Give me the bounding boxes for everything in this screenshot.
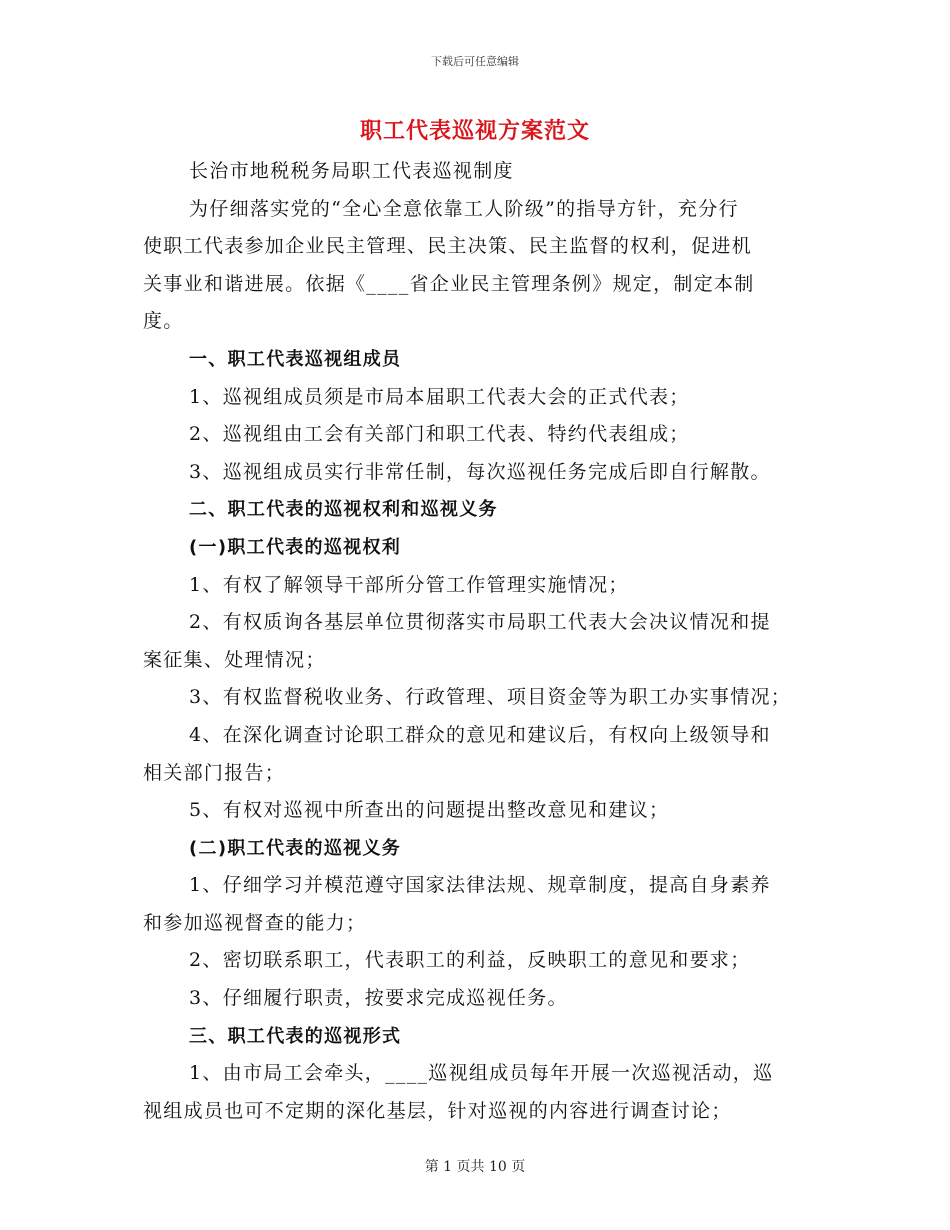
list-item: 2、巡视组由工会有关部门和职工代表、特约代表组成；	[189, 423, 690, 446]
list-item-continuation: 和参加巡视督查的能力；	[143, 911, 367, 934]
list-item: 1、有权了解领导干部所分管工作管理实施情况；	[189, 573, 629, 596]
paragraph-line: 使职工代表参加企业民主管理、民主决策、民主监督的权利，促进机	[143, 235, 753, 258]
list-item: 3、巡视组成员实行非常任制，每次巡视任务完成后即自行解散。	[189, 460, 771, 483]
subsection-heading: (二)职工代表的巡视义务	[189, 837, 402, 859]
list-item: 5、有权对巡视中所查出的问题提出整改意见和建议；	[189, 799, 670, 822]
list-item: 1、仔细学习并模范遵守国家法律法规、规章制度，提高自身素养	[189, 874, 771, 897]
subsection-heading: (一)职工代表的巡视权利	[189, 536, 402, 558]
section-heading: 三、职工代表的巡视形式	[189, 1025, 402, 1047]
paragraph-line: 长治市地税税务局职工代表巡视制度	[189, 160, 514, 182]
list-item: 3、有权监督税收业务、行政管理、项目资金等为职工办实事情况；	[189, 686, 792, 709]
list-item: 3、仔细履行职责，按要求完成巡视任务。	[189, 987, 568, 1010]
list-item: 2、有权质询各基层单位贯彻落实市局职工代表大会决议情况和提	[189, 611, 771, 634]
list-item: 1、巡视组成员须是市局本届职工代表大会的正式代表；	[189, 385, 690, 408]
list-item-continuation: 案征集、处理情况；	[143, 648, 326, 671]
paragraph-line: 为仔细落实党的“全心全意依靠工人阶级”的指导方针，充分行	[189, 197, 739, 220]
section-heading: 二、职工代表的巡视权利和巡视义务	[189, 499, 498, 521]
paragraph-line: 关事业和谐进展。依据《____省企业民主管理条例》规定，制定本制	[143, 272, 755, 295]
document-title: 职工代表巡视方案范文	[359, 118, 590, 144]
list-item-continuation: 相关部门报告；	[143, 761, 286, 784]
list-item: 2、密切联系职工，代表职工的利益，反映职工的意见和要求；	[189, 949, 751, 972]
paragraph-line: 度。	[143, 310, 184, 333]
list-item: 4、在深化调查讨论职工群众的意见和建议后，有权向上级领导和	[189, 723, 771, 746]
page-footer-number: 第 1 页共 10 页	[424, 1159, 526, 1175]
list-item-continuation: 视组成员也可不定期的深化基层，针对巡视的内容进行调查讨论；	[143, 1099, 732, 1122]
document-body	[143, 153, 808, 1130]
page-header-note: 下载后可任意编辑	[431, 55, 519, 68]
section-heading: 一、职工代表巡视组成员	[189, 348, 402, 370]
list-item: 1、由市局工会牵头，____巡视组成员每年开展一次巡视活动，巡	[189, 1062, 774, 1085]
